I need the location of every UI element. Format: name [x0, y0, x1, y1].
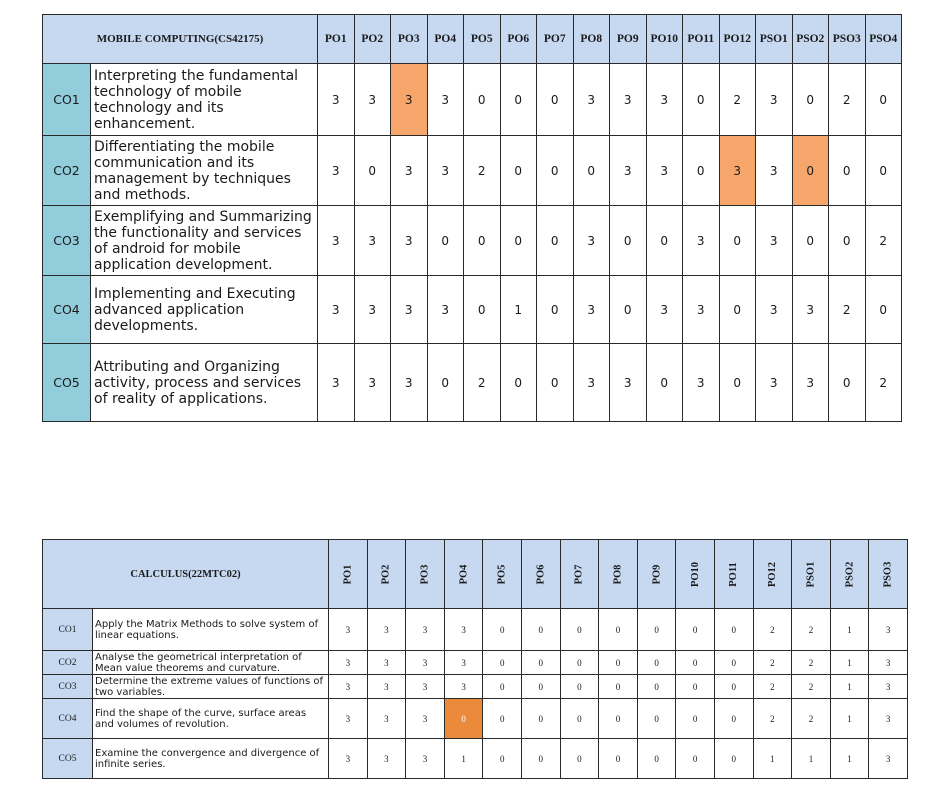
mapping-value: 2 — [792, 609, 831, 651]
mapping-value: 3 — [427, 136, 464, 206]
col-header: PO9 — [610, 15, 647, 64]
mapping-value: 0 — [444, 699, 483, 739]
mapping-value: 1 — [830, 739, 869, 779]
col-header: PO6 — [521, 540, 560, 609]
mapping-value: 0 — [829, 136, 866, 206]
mapping-value: 0 — [719, 276, 756, 344]
table-row — [43, 136, 902, 206]
mapping-value: 0 — [599, 675, 638, 699]
col-header: PSO2 — [792, 15, 829, 64]
mapping-value: 0 — [676, 699, 715, 739]
mapping-body — [43, 609, 908, 779]
mapping-value: 0 — [521, 699, 560, 739]
mapping-value: 3 — [756, 206, 793, 276]
mapping-value: 3 — [869, 699, 908, 739]
col-header: PO3 — [391, 15, 428, 64]
col-header: PO12 — [719, 15, 756, 64]
mapping-value: 1 — [792, 739, 831, 779]
mapping-value: 3 — [683, 206, 720, 276]
mapping-value: 3 — [406, 699, 445, 739]
mapping-value: 3 — [354, 206, 391, 276]
mapping-value: 0 — [483, 739, 522, 779]
mapping-value: 0 — [500, 206, 537, 276]
mapping-value: 3 — [318, 206, 355, 276]
mobile-computing-table — [42, 14, 902, 422]
col-header: PO3 — [406, 540, 445, 609]
mapping-value: 3 — [792, 276, 829, 344]
mapping-value: 1 — [753, 739, 792, 779]
mapping-value: 0 — [829, 206, 866, 276]
mapping-value: 0 — [560, 739, 599, 779]
mapping-value: 0 — [714, 699, 753, 739]
table-row — [43, 675, 908, 699]
co-label: CO3 — [43, 675, 93, 699]
co-description: Implementing and Executing advanced application developments. — [91, 276, 318, 344]
mapping-value: 0 — [560, 651, 599, 675]
table-row — [43, 739, 908, 779]
mapping-value: 0 — [500, 136, 537, 206]
mapping-value: 0 — [427, 206, 464, 276]
mapping-value: 3 — [318, 276, 355, 344]
mapping-value: 2 — [792, 699, 831, 739]
mapping-value: 2 — [753, 651, 792, 675]
mapping-value: 3 — [329, 675, 368, 699]
mapping-value: 3 — [354, 344, 391, 422]
mapping-value: 3 — [610, 344, 647, 422]
mapping-value: 0 — [792, 206, 829, 276]
mapping-value: 3 — [444, 651, 483, 675]
course-title: MOBILE COMPUTING(CS42175) — [43, 15, 318, 64]
mapping-value: 1 — [500, 276, 537, 344]
mapping-value: 1 — [830, 699, 869, 739]
mapping-value: 3 — [444, 675, 483, 699]
mapping-value: 2 — [464, 344, 501, 422]
mapping-value: 3 — [391, 206, 428, 276]
col-header: PO4 — [427, 15, 464, 64]
mapping-value: 0 — [714, 651, 753, 675]
col-header: PSO1 — [756, 15, 793, 64]
mapping-value: 0 — [637, 699, 676, 739]
header-row — [43, 540, 908, 609]
mapping-value: 3 — [391, 344, 428, 422]
mapping-value: 0 — [676, 675, 715, 699]
mapping-value: 0 — [560, 675, 599, 699]
mapping-value: 3 — [406, 739, 445, 779]
mapping-value: 0 — [676, 651, 715, 675]
mapping-value: 3 — [573, 64, 610, 136]
col-header: PO7 — [537, 15, 574, 64]
co-description: Interpreting the fundamental technology of mobile technology and its enhancement. — [91, 64, 318, 136]
table-row — [43, 64, 902, 136]
col-header: PSO3 — [829, 15, 866, 64]
mapping-value: 0 — [637, 609, 676, 651]
mapping-value: 0 — [637, 651, 676, 675]
col-header: PO11 — [714, 540, 753, 609]
mapping-value: 0 — [610, 276, 647, 344]
table-row — [43, 276, 902, 344]
col-header: PO4 — [444, 540, 483, 609]
mapping-value: 3 — [318, 344, 355, 422]
mapping-value: 0 — [521, 675, 560, 699]
mapping-value: 0 — [483, 675, 522, 699]
course-title: CALCULUS(22MTC02) — [43, 540, 329, 609]
col-header: PO1 — [329, 540, 368, 609]
mapping-value: 3 — [354, 64, 391, 136]
mapping-value: 3 — [427, 64, 464, 136]
mapping-value: 3 — [756, 344, 793, 422]
mapping-value: 0 — [792, 136, 829, 206]
mapping-value: 3 — [646, 64, 683, 136]
mapping-value: 0 — [500, 344, 537, 422]
mapping-value: 3 — [391, 64, 428, 136]
col-header: PO2 — [354, 15, 391, 64]
mapping-value: 0 — [865, 64, 902, 136]
mapping-value: 0 — [683, 136, 720, 206]
mapping-value: 3 — [367, 675, 406, 699]
mapping-value: 3 — [329, 609, 368, 651]
mapping-value: 0 — [646, 344, 683, 422]
mapping-value: 0 — [537, 64, 574, 136]
co-description: Find the shape of the curve, surface areas and volumes of revolution. — [93, 699, 329, 739]
mapping-value: 0 — [637, 675, 676, 699]
mapping-value: 0 — [521, 739, 560, 779]
mapping-value: 3 — [869, 675, 908, 699]
mapping-value: 0 — [646, 206, 683, 276]
mapping-value: 3 — [869, 739, 908, 779]
mapping-value: 3 — [391, 276, 428, 344]
mapping-value: 0 — [599, 739, 638, 779]
mapping-value: 3 — [367, 699, 406, 739]
mapping-value: 2 — [792, 675, 831, 699]
col-header: PO5 — [483, 540, 522, 609]
co-description: Determine the extreme values of functions of two variables. — [93, 675, 329, 699]
mapping-value: 0 — [719, 206, 756, 276]
mapping-value: 3 — [610, 64, 647, 136]
mapping-value: 3 — [719, 136, 756, 206]
co-description: Exemplifying and Summarizing the functionality and services of android for mobile application development. — [91, 206, 318, 276]
mapping-value: 0 — [599, 651, 638, 675]
mapping-value: 3 — [683, 344, 720, 422]
mapping-value: 3 — [391, 136, 428, 206]
mapping-value: 3 — [406, 651, 445, 675]
mapping-value: 0 — [427, 344, 464, 422]
mapping-value: 0 — [683, 64, 720, 136]
mapping-value: 3 — [318, 64, 355, 136]
mapping-value: 3 — [329, 699, 368, 739]
co-description: Attributing and Organizing activity, process and services of reality of applications. — [91, 344, 318, 422]
co-description: Examine the convergence and divergence of infinite series. — [93, 739, 329, 779]
mapping-value: 2 — [753, 609, 792, 651]
mapping-value: 0 — [560, 609, 599, 651]
mapping-value: 3 — [329, 651, 368, 675]
mapping-value: 0 — [610, 206, 647, 276]
mapping-value: 3 — [427, 276, 464, 344]
mapping-value: 3 — [756, 136, 793, 206]
mapping-value: 1 — [444, 739, 483, 779]
co-label: CO5 — [43, 739, 93, 779]
col-header: PO10 — [646, 15, 683, 64]
mapping-value: 3 — [406, 675, 445, 699]
mapping-value: 0 — [865, 136, 902, 206]
mapping-value: 0 — [500, 64, 537, 136]
co-label: CO2 — [43, 136, 91, 206]
col-header: PO7 — [560, 540, 599, 609]
co-label: CO1 — [43, 609, 93, 651]
mapping-value: 2 — [829, 276, 866, 344]
mapping-value: 3 — [318, 136, 355, 206]
mapping-value: 3 — [573, 344, 610, 422]
mapping-value: 1 — [830, 675, 869, 699]
mapping-value: 3 — [683, 276, 720, 344]
mapping-value: 0 — [483, 651, 522, 675]
mapping-value: 3 — [646, 276, 683, 344]
co-description: Apply the Matrix Methods to solve system of linear equations. — [93, 609, 329, 651]
col-header: PSO1 — [792, 540, 831, 609]
mapping-value: 2 — [753, 675, 792, 699]
mapping-body — [43, 64, 902, 422]
mapping-value: 3 — [756, 64, 793, 136]
mapping-value: 2 — [464, 136, 501, 206]
col-header: PSO4 — [865, 15, 902, 64]
mapping-value: 1 — [830, 609, 869, 651]
mapping-value: 0 — [714, 609, 753, 651]
table-row — [43, 651, 908, 675]
mapping-value: 3 — [756, 276, 793, 344]
mapping-value: 0 — [676, 739, 715, 779]
mapping-value: 2 — [792, 651, 831, 675]
table-row — [43, 206, 902, 276]
mapping-value: 0 — [354, 136, 391, 206]
mapping-value: 3 — [573, 206, 610, 276]
col-header: PO6 — [500, 15, 537, 64]
table-row — [43, 609, 908, 651]
mapping-value: 0 — [560, 699, 599, 739]
mapping-value: 0 — [521, 651, 560, 675]
mapping-value: 3 — [367, 651, 406, 675]
col-header: PO2 — [367, 540, 406, 609]
mapping-value: 0 — [464, 276, 501, 344]
co-label: CO3 — [43, 206, 91, 276]
mapping-value: 3 — [406, 609, 445, 651]
mapping-value: 3 — [646, 136, 683, 206]
mapping-value: 3 — [367, 739, 406, 779]
mapping-value: 1 — [830, 651, 869, 675]
mapping-value: 0 — [483, 609, 522, 651]
col-header: PO12 — [753, 540, 792, 609]
mapping-value: 3 — [573, 276, 610, 344]
mapping-value: 0 — [599, 699, 638, 739]
mapping-value: 0 — [537, 344, 574, 422]
mapping-value: 0 — [714, 675, 753, 699]
mapping-value: 3 — [329, 739, 368, 779]
col-header: PSO2 — [830, 540, 869, 609]
mapping-value: 0 — [573, 136, 610, 206]
mapping-value: 0 — [537, 206, 574, 276]
mapping-value: 3 — [367, 609, 406, 651]
co-label: CO4 — [43, 276, 91, 344]
mapping-value: 3 — [792, 344, 829, 422]
co-description: Analyse the geometrical interpretation of Mean value theorems and curvature. — [93, 651, 329, 675]
mapping-value: 3 — [354, 276, 391, 344]
mapping-value: 2 — [719, 64, 756, 136]
mapping-value: 0 — [537, 276, 574, 344]
mapping-value: 3 — [444, 609, 483, 651]
mapping-value: 0 — [865, 276, 902, 344]
mapping-value: 0 — [719, 344, 756, 422]
col-header: PO9 — [637, 540, 676, 609]
mapping-value: 2 — [865, 344, 902, 422]
mapping-value: 0 — [599, 609, 638, 651]
co-description: Differentiating the mobile communication and its management by techniques and methods. — [91, 136, 318, 206]
col-header: PO1 — [318, 15, 355, 64]
col-header: PO5 — [464, 15, 501, 64]
mapping-value: 0 — [483, 699, 522, 739]
col-header: PSO3 — [869, 540, 908, 609]
co-label: CO4 — [43, 699, 93, 739]
col-header: PO11 — [683, 15, 720, 64]
mapping-value: 3 — [869, 651, 908, 675]
mapping-value: 3 — [869, 609, 908, 651]
mapping-value: 0 — [792, 64, 829, 136]
table-row — [43, 699, 908, 739]
header-row — [43, 15, 902, 64]
col-header: PO10 — [676, 540, 715, 609]
co-label: CO2 — [43, 651, 93, 675]
calculus-table — [42, 539, 908, 779]
mapping-value: 0 — [464, 206, 501, 276]
mapping-value: 2 — [829, 64, 866, 136]
co-label: CO5 — [43, 344, 91, 422]
mapping-value: 3 — [610, 136, 647, 206]
mapping-value: 0 — [521, 609, 560, 651]
mapping-value: 0 — [537, 136, 574, 206]
table-row — [43, 344, 902, 422]
col-header: PO8 — [599, 540, 638, 609]
col-header: PO8 — [573, 15, 610, 64]
mapping-value: 2 — [753, 699, 792, 739]
mapping-value: 0 — [464, 64, 501, 136]
mapping-value: 0 — [829, 344, 866, 422]
mapping-value: 0 — [714, 739, 753, 779]
co-label: CO1 — [43, 64, 91, 136]
mapping-value: 2 — [865, 206, 902, 276]
mapping-value: 0 — [637, 739, 676, 779]
mapping-value: 0 — [676, 609, 715, 651]
